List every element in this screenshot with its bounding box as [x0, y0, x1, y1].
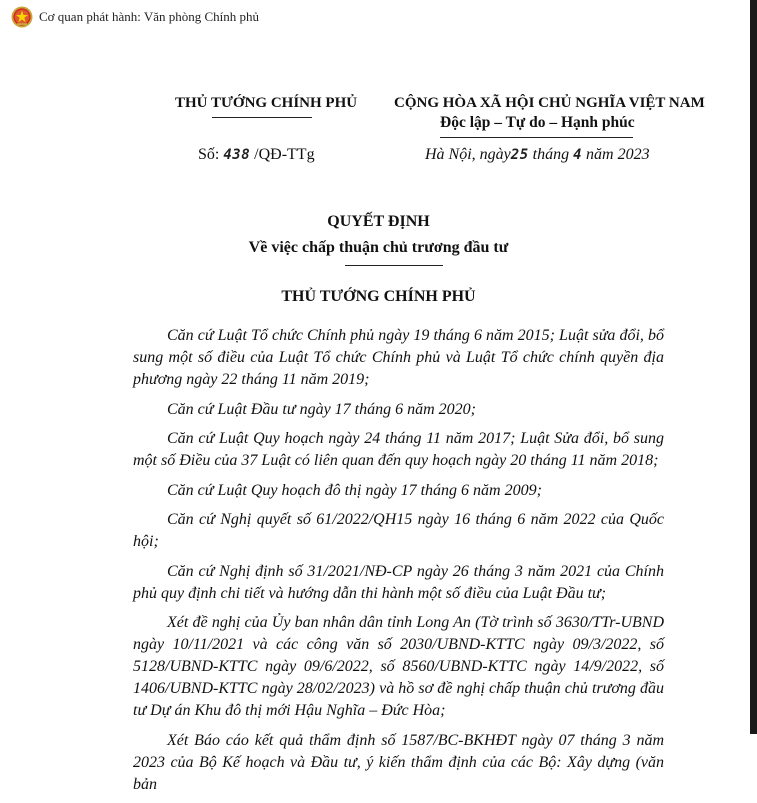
- body-paragraph: Xét Báo cáo kết quả thẩm định số 1587/BC-BKHĐT ngày 07 tháng 3 năm 2023 của Bộ Kế hoạch và Đầu tư, ý kiến thẩm định của các Bộ: Xây dựng (văn bản: [133, 731, 664, 793]
- national-title: CỘNG HÒA XÃ HỘI CHỦ NGHĨA VIỆT NAM: [394, 95, 705, 111]
- date-suffix: năm 2023: [582, 146, 650, 163]
- issuer-bar: [0, 0, 757, 34]
- number-handwritten: 438: [223, 147, 251, 163]
- motto-underline: [440, 137, 633, 138]
- body-paragraph: Căn cứ Luật Quy hoạch ngày 24 tháng 11 năm 2017; Luật Sửa đổi, bổ sung một số Điều của 37 Luật có liên quan đến quy hoạch ngày 20 tháng 11 năm 2018;: [133, 430, 664, 469]
- authority-heading: THỦ TƯỚNG CHÍNH PHỦ: [281, 288, 476, 305]
- date-day-handwritten: 25: [510, 147, 529, 163]
- date-mid: tháng: [528, 146, 574, 163]
- date-prefix: Hà Nội, ngày: [425, 146, 511, 163]
- number-label: Số:: [198, 146, 224, 163]
- body-paragraph: Căn cứ Nghị quyết số 61/2022/QH15 ngày 16 tháng 6 năm 2022 của Quốc hội;: [133, 511, 664, 550]
- issue-date: [425, 146, 650, 164]
- issuing-authority: THỦ TƯỚNG CHÍNH PHỦ: [175, 95, 358, 111]
- body-paragraph: Căn cứ Luật Tổ chức Chính phủ ngày 19 tháng 6 năm 2015; Luật sửa đổi, bổ sung một số điều của Luật Tổ chức Chính phủ và Luật Tổ chức chính quyền địa phương ngày 22 tháng 11 năm 2019;: [133, 327, 664, 388]
- number-suffix: /QĐ-TTg: [250, 146, 315, 163]
- national-motto: Độc lập – Tự do – Hạnh phúc: [440, 114, 635, 131]
- subtitle-underline: [345, 265, 443, 266]
- body-paragraph: Xét đề nghị của Ủy ban nhân dân tỉnh Long An (Tờ trình số 3630/TTr-UBND ngày 10/11/2021 và các công văn số 2030/UBND-KTTC ngày 09/3/2022, số 5128/UBND-KTTC ngày 09/6/2022, số 8560/UBND-KTTC ngày 14/9/2022, số 1406/UBND-KTTC ngày 28/02/2023) và hồ sơ đề nghị chấp thuận chủ trương đầu tư Dự án Khu đô thị mới Hậu Nghĩa – Đức Hòa;: [133, 614, 664, 719]
- issuer-label: Cơ quan phát hành: Văn phòng Chính phủ: [39, 9, 260, 24]
- authority-underline: [212, 117, 312, 118]
- document-title: QUYẾT ĐỊNH: [327, 213, 430, 230]
- document-number: [198, 146, 315, 164]
- viewer-edge: [750, 0, 757, 734]
- body-paragraph: Căn cứ Luật Đầu tư ngày 17 tháng 6 năm 2020;: [167, 400, 476, 418]
- date-month-handwritten: 4: [573, 147, 583, 163]
- document-body: [133, 325, 664, 803]
- body-paragraph: Căn cứ Luật Quy hoạch đô thị ngày 17 tháng 6 năm 2009;: [167, 481, 542, 499]
- body-paragraph: Căn cứ Nghị định số 31/2021/NĐ-CP ngày 26 tháng 3 năm 2021 của Chính phủ quy định chi tiết và hướng dẫn thi hành một số điều của Luật Đầu tư;: [133, 562, 664, 602]
- document-subtitle: Về việc chấp thuận chủ trương đầu tư: [248, 239, 509, 256]
- national-emblem-icon: [11, 6, 33, 28]
